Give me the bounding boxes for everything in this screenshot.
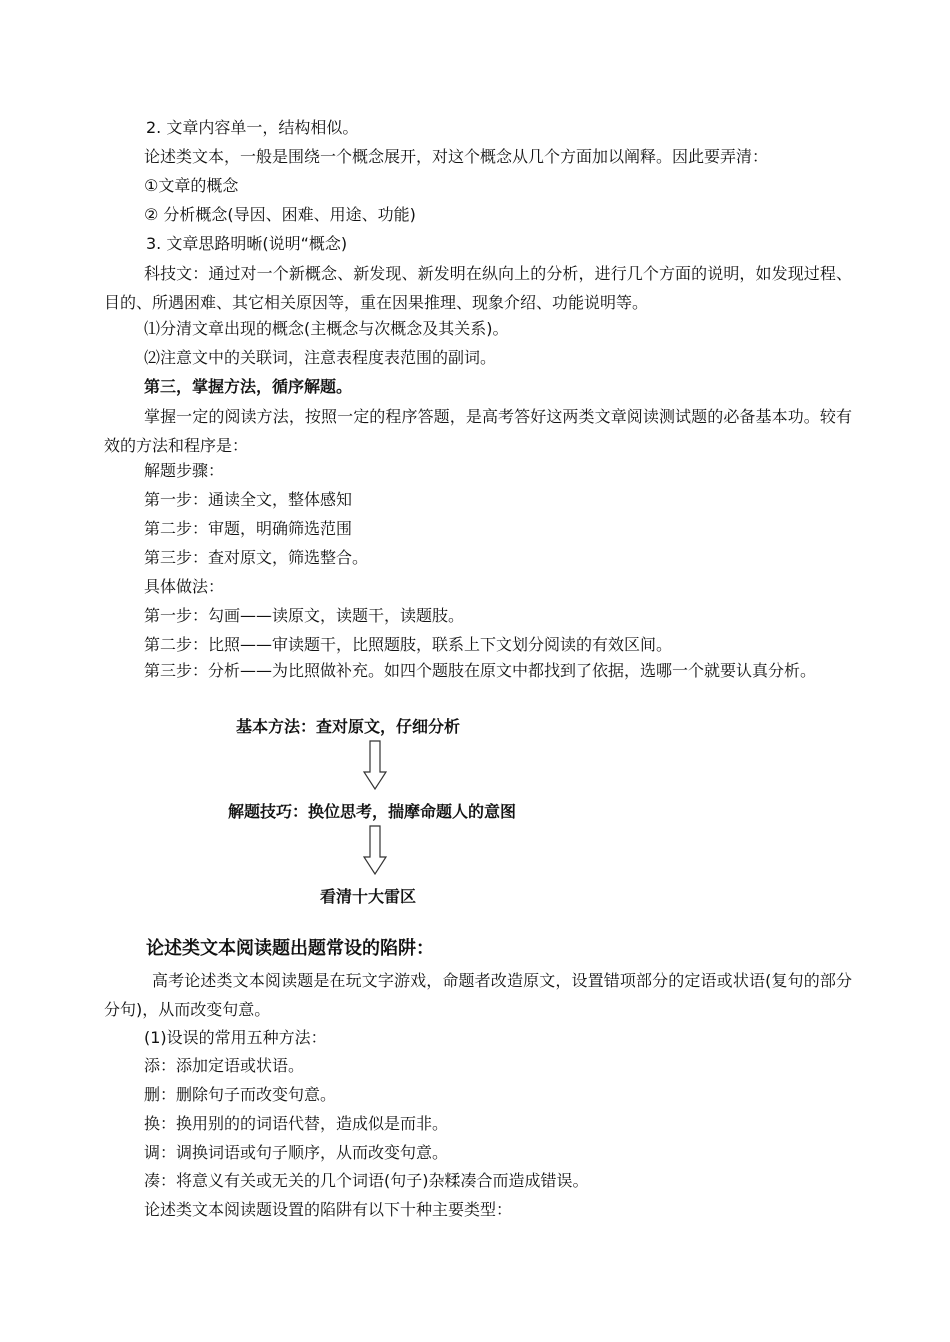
traps-heading: 论述类文本阅读题出题常设的陷阱： — [146, 938, 434, 959]
down-arrow-icon — [363, 825, 387, 875]
method-2: 第二步：比照——审读题干，比照题肢，联系上下文划分阅读的有效区间。 — [144, 635, 673, 654]
flow-node-technique: 解题技巧：换位思考，揣摩命题人的意图 — [228, 802, 517, 821]
item2-paragraph: 论述类文本，一般是围绕一个概念展开，对这个概念从几个方面加以阐释。因此要弄清： — [144, 147, 769, 166]
down-arrow-icon — [363, 740, 387, 790]
traps-methods-title: (1)设误的常用五种方法： — [144, 1028, 327, 1047]
trap-method-mix: 凑：将意义有关或无关的几个词语(句子)杂糅凑合而造成错误。 — [144, 1171, 589, 1190]
point-analysis: ② 分析概念(导因、困难、用途、功能) — [144, 205, 416, 224]
sub-point-2: ⑵注意文中的关联词，注意表程度表范围的副词。 — [144, 348, 497, 367]
step-3: 第三步：查对原文，筛选整合。 — [144, 548, 369, 567]
step-1: 第一步：通读全文，整体感知 — [144, 490, 353, 509]
traps-intro: 高考论述类文本阅读题是在玩文字游戏，命题者改造原文，设置错项部分的定语或状语(复句的部分分句)，从而改变句意。 — [104, 971, 852, 1019]
step-2: 第二步：审题，明确筛选范围 — [144, 519, 353, 538]
method-3: 第三步：分析——为比照做补充。如四个题肢在原文中都找到了依据，选哪一个就要认真分析。 — [144, 661, 817, 680]
method-label: 具体做法： — [144, 577, 225, 596]
trap-method-reorder: 调：调换词语或句子顺序，从而改变句意。 — [144, 1143, 449, 1162]
flow-node-minefield: 看清十大雷区 — [320, 887, 417, 906]
steps-label: 解题步骤： — [144, 461, 225, 480]
section3-intro: 掌握一定的阅读方法，按照一定的程序答题，是高考答好这两类文章阅读测试题的必备基本功。较有效的方法和程序是： — [104, 407, 852, 455]
method-1: 第一步：勾画——读原文，读题干，读题肢。 — [144, 606, 465, 625]
point-concept: ①文章的概念 — [144, 176, 239, 195]
item3-title: 3. 文章思路明晰(说明“概念) — [146, 234, 348, 253]
item3-paragraph: 科技文：通过对一个新概念、新发现、新发明在纵向上的分析，进行几个方面的说明，如发现过程、目的、所遇困难、其它相关原因等，重在因果推理、现象介绍、功能说明等。 — [104, 264, 852, 312]
trap-method-replace: 换：换用别的的词语代替，造成似是而非。 — [144, 1114, 449, 1133]
sub-point-1: ⑴分清文章出现的概念(主概念与次概念及其关系)。 — [144, 319, 509, 338]
section3-title: 第三，掌握方法，循序解题。 — [144, 377, 353, 396]
item2-title: 2. 文章内容单一，结构相似。 — [146, 118, 359, 137]
traps-closing: 论述类文本阅读题设置的陷阱有以下十种主要类型： — [144, 1200, 513, 1219]
trap-method-add: 添：添加定语或状语。 — [144, 1056, 305, 1075]
trap-method-delete: 删：删除句子而改变句意。 — [144, 1085, 337, 1104]
flow-node-basic-method: 基本方法：查对原文，仔细分析 — [236, 717, 461, 736]
